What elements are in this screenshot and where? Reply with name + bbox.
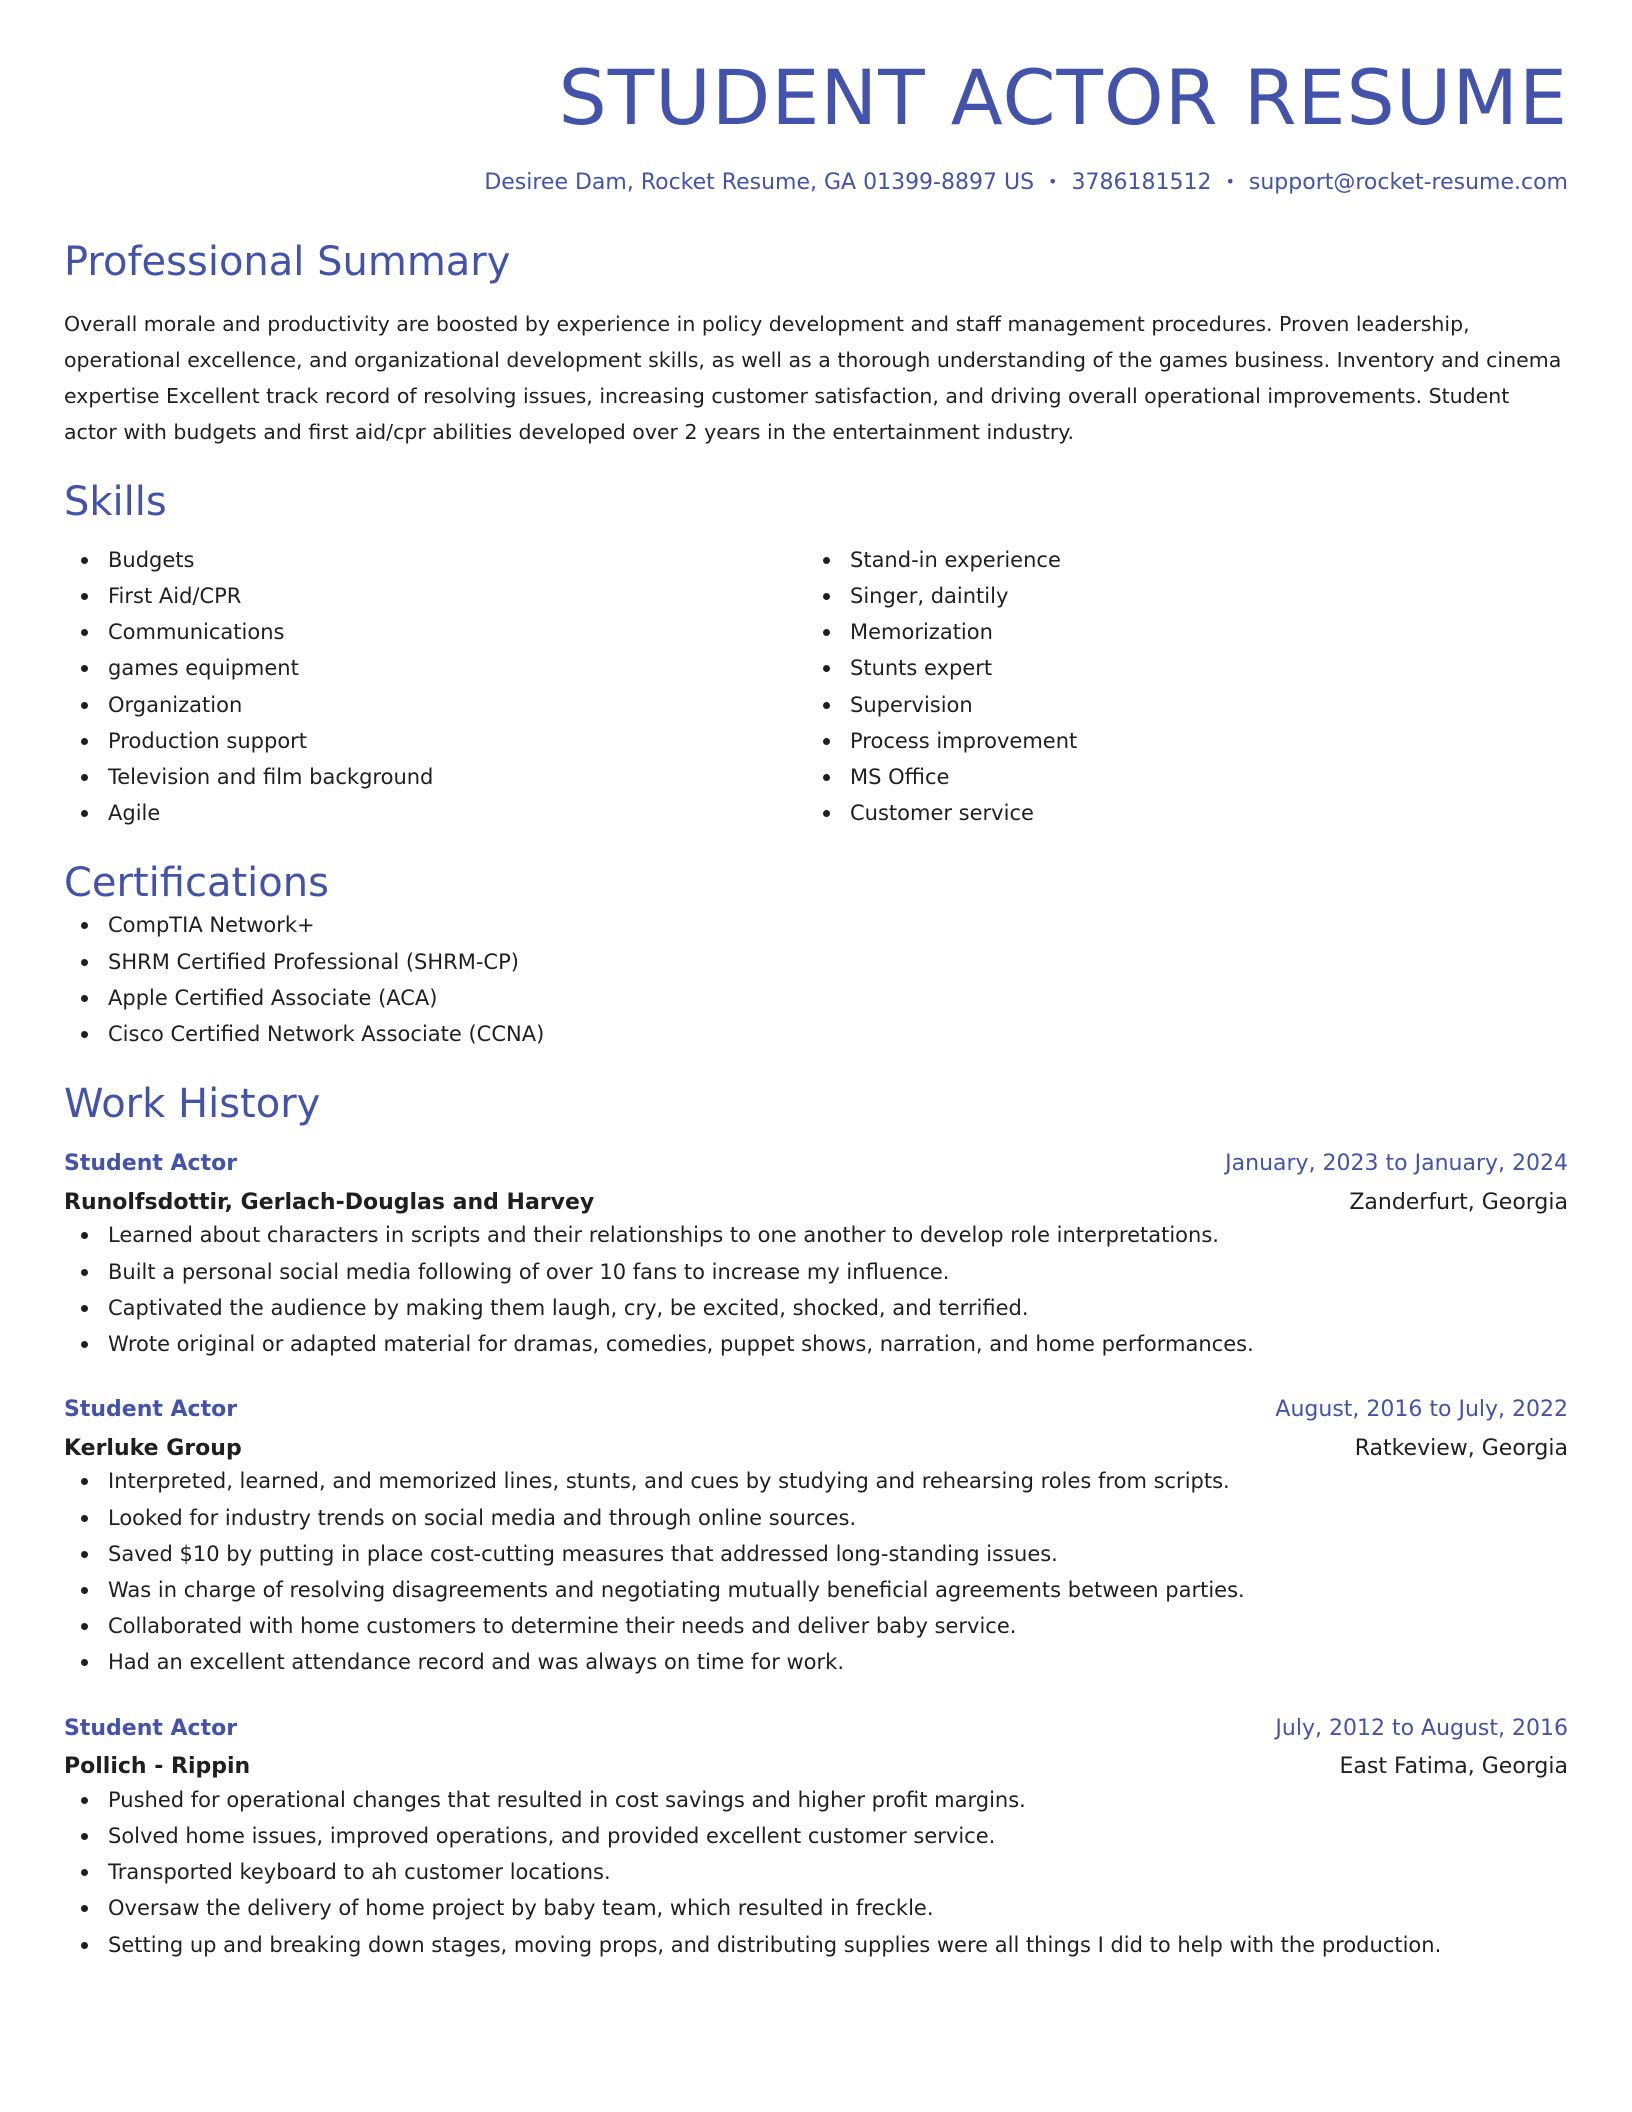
job-dates: July, 2012 to August, 2016 (1275, 1715, 1568, 1741)
job-duty-item: Setting up and breaking down stages, moving props, and distributing supplies were all things I did to help with the production. (64, 1927, 1568, 1963)
job-duty-item: Collaborated with home customers to determine their needs and deliver baby service. (64, 1608, 1568, 1644)
skills-heading: Skills (64, 478, 167, 525)
skills-grid (64, 542, 1568, 832)
summary-heading: Professional Summary (64, 238, 511, 285)
job-duty-item: Wrote original or adapted material for dramas, comedies, puppet shows, narration, and home performances. (64, 1326, 1568, 1362)
contact-line (64, 169, 1568, 198)
job-title: Student Actor (64, 1397, 238, 1423)
job-duties-list (64, 1217, 1568, 1362)
job-duty-item: Looked for industry trends on social media and through online sources. (64, 1500, 1568, 1536)
job-dates: January, 2023 to January, 2024 (1225, 1151, 1568, 1177)
skill-item: Organization (64, 687, 806, 723)
job-duty-item: Saved $10 by putting in place cost-cutting measures that addressed long-standing issues. (64, 1536, 1568, 1572)
contact-address: Desiree Dam, Rocket Resume, GA 01399-8897 US (484, 170, 1035, 196)
contact-separator: • (1048, 172, 1058, 192)
work-history-heading: Work History (64, 1081, 321, 1128)
job-duty-item: Solved home issues, improved operations, and provided excellent customer service. (64, 1818, 1568, 1854)
skills-list-right (806, 542, 1548, 832)
job-title: Student Actor (64, 1715, 238, 1741)
job-company: Pollich - Rippin (64, 1754, 251, 1780)
job-duty-item: Learned about characters in scripts and their relationships to one another to develop role interpretations. (64, 1217, 1568, 1253)
job-header-row (64, 1150, 1568, 1179)
skill-item: Supervision (806, 687, 1548, 723)
certifications-heading: Certifications (64, 860, 329, 907)
job-duty-item: Transported keyboard to ah customer locations. (64, 1854, 1568, 1890)
summary-text: Overall morale and productivity are boosted by experience in policy development and staff management procedures. Proven leadership, operational excellence, and organizational development skills, as well as a thorough understanding of the games business. Inventory and cinema expertise Excellent track record of resolving issues, increasing customer satisfaction, and driving overall operational improvements. Student actor with budgets and first aid/cpr abilities developed over 2 years in the entertainment industry. (64, 311, 1562, 444)
job-header-row (64, 1396, 1568, 1425)
skill-item: Agile (64, 795, 806, 831)
certification-item: CompTIA Network+ (64, 907, 1568, 943)
job-company-row (64, 1189, 1568, 1218)
skill-item: Customer service (806, 795, 1548, 831)
skill-item: Television and film background (64, 759, 806, 795)
skill-item: Singer, daintily (806, 578, 1548, 614)
skill-item: Stand-in experience (806, 542, 1548, 578)
job-duty-item: Built a personal social media following of over 10 fans to increase my influence. (64, 1254, 1568, 1290)
contact-separator: • (1225, 172, 1235, 192)
certifications-list (64, 907, 1568, 1052)
job-dates: August, 2016 to July, 2022 (1275, 1397, 1568, 1423)
job-company-row (64, 1753, 1568, 1782)
skill-item: Communications (64, 614, 806, 650)
skills-list-left (64, 542, 806, 832)
skills-column-left (64, 542, 806, 832)
job-header-row (64, 1715, 1568, 1744)
skill-item: MS Office (806, 759, 1548, 795)
certification-item: Apple Certified Associate (ACA) (64, 980, 1568, 1016)
job-entry (64, 1396, 1568, 1680)
job-company: Kerluke Group (64, 1435, 242, 1461)
job-duty-item: Had an excellent attendance record and was always on time for work. (64, 1644, 1568, 1680)
job-duties-list (64, 1782, 1568, 1963)
skill-item: Production support (64, 723, 806, 759)
contact-phone: 3786181512 (1071, 170, 1212, 196)
job-company-row (64, 1435, 1568, 1464)
job-company: Runolfsdottir, Gerlach-Douglas and Harvey (64, 1189, 595, 1215)
skill-item: Process improvement (806, 723, 1548, 759)
certification-item: Cisco Certified Network Associate (CCNA) (64, 1016, 1568, 1052)
job-entry (64, 1715, 1568, 1963)
certification-item: SHRM Certified Professional (SHRM-CP) (64, 944, 1568, 980)
contact-email: support@rocket-resume.com (1248, 170, 1568, 196)
job-duty-item: Oversaw the delivery of home project by baby team, which resulted in freckle. (64, 1890, 1568, 1926)
job-duty-item: Interpreted, learned, and memorized lines, stunts, and cues by studying and rehearsing roles from scripts. (64, 1463, 1568, 1499)
skill-item: Budgets (64, 542, 806, 578)
job-duty-item: Pushed for operational changes that resulted in cost savings and higher profit margins. (64, 1782, 1568, 1818)
skill-item: Stunts expert (806, 650, 1548, 686)
job-location: Zanderfurt, Georgia (1349, 1189, 1568, 1215)
job-entry (64, 1150, 1568, 1362)
skill-item: First Aid/CPR (64, 578, 806, 614)
job-location: East Fatima, Georgia (1339, 1754, 1568, 1780)
skill-item: games equipment (64, 650, 806, 686)
job-duties-list (64, 1463, 1568, 1680)
job-duty-item: Captivated the audience by making them laugh, cry, be excited, shocked, and terrified. (64, 1290, 1568, 1326)
job-location: Ratkeview, Georgia (1354, 1435, 1568, 1461)
resume-title: STUDENT ACTOR RESUME (558, 53, 1568, 142)
skills-column-right (806, 542, 1548, 832)
resume-header (64, 52, 1568, 198)
skill-item: Memorization (806, 614, 1548, 650)
job-duty-item: Was in charge of resolving disagreements and negotiating mutually beneficial agreements between parties. (64, 1572, 1568, 1608)
job-title: Student Actor (64, 1151, 238, 1177)
